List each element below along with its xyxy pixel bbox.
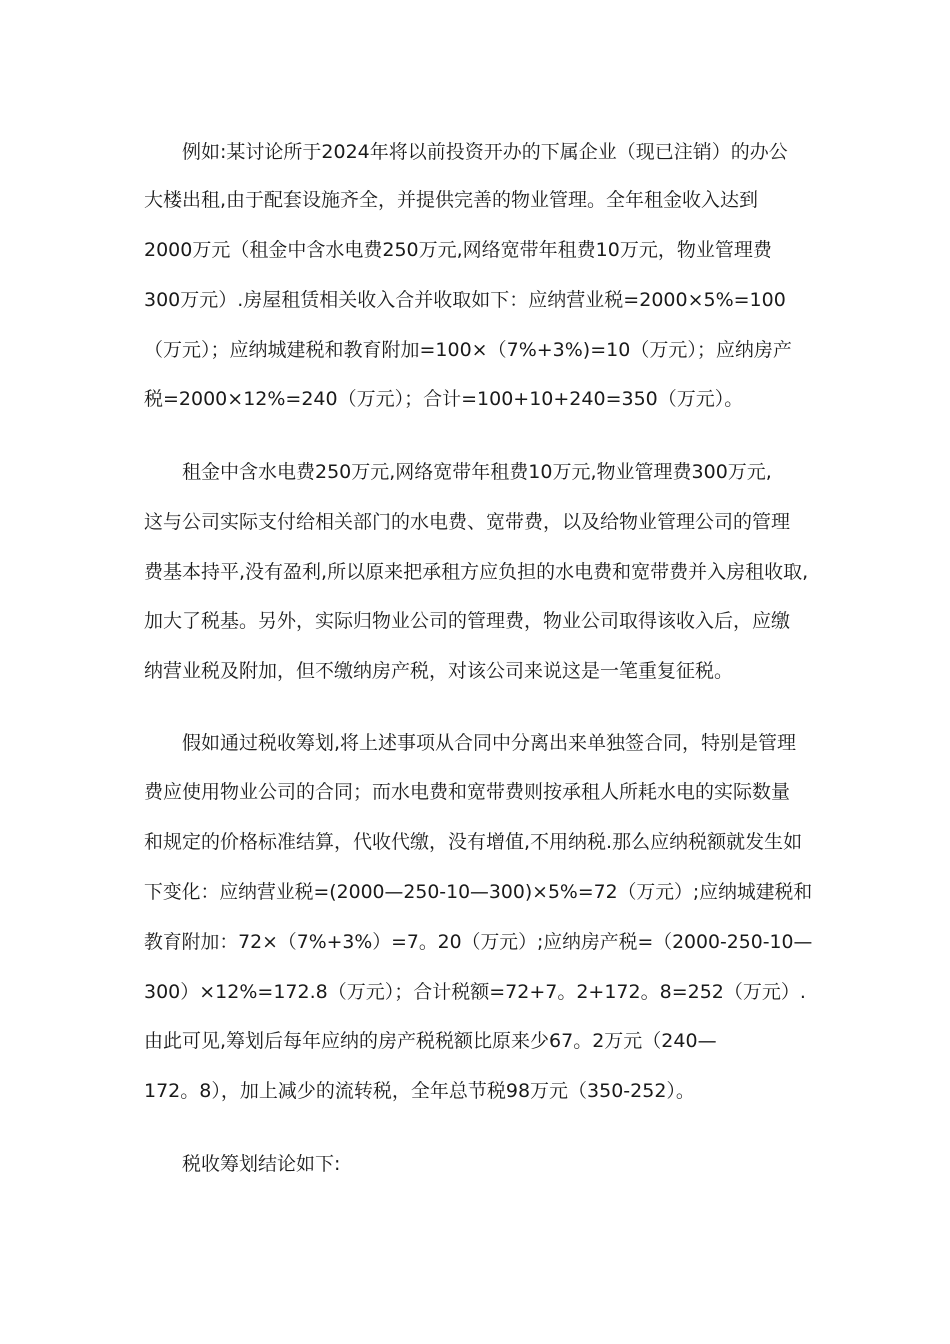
text-line: 税收筹划结论如下:	[182, 1153, 341, 1175]
text-line: 300万元）.房屋租赁相关收入合并收取如下：应纳营业税=2000×5%=100	[144, 289, 786, 311]
text-line: 和规定的价格标准结算，代收代缴，没有增值,不用纳税.那么应纳税额就发生如	[144, 831, 803, 853]
text-line: 300）×12%=172.8（万元）；合计税额=72+7。2+172。8=252（万元）.	[144, 981, 806, 1003]
text-line: 加大了税基。另外，实际归物业公司的管理费，物业公司取得该收入后，应缴	[144, 610, 791, 632]
text-line: 大楼出租,由于配套设施齐全，并提供完善的物业管理。全年租金收入达到	[144, 189, 759, 211]
text-line: （万元）；应纳城建税和教育附加=100×（7%+3%)=10（万元）；应纳房产	[144, 339, 792, 361]
text-line: 2000万元（租金中含水电费250万元,网络宽带年租费10万元，物业管理费	[144, 239, 772, 261]
text-line: 例如:某讨论所于2024年将以前投资开办的下属企业（现已注销）的办公	[182, 141, 788, 163]
text-line: 租金中含水电费250万元,网络宽带年租费10万元,物业管理费300万元,	[182, 461, 772, 483]
text-line: 税=2000×12%=240（万元）；合计=100+10+240=350（万元）。	[144, 388, 744, 410]
text-line: 教育附加：72×（7%+3%）=7。20（万元）;应纳房产税=（2000-250-10—	[144, 931, 813, 953]
text-line: 这与公司实际支付给相关部门的水电费、宽带费，以及给物业管理公司的管理	[144, 511, 791, 533]
text-line: 172。8），加上减少的流转税，全年总节税98万元（350-252）。	[144, 1080, 695, 1102]
text-line: 下变化：应纳营业税=(2000—250-10—300)×5%=72（万元）;应纳城建税和	[144, 881, 813, 903]
text-line: 费基本持平,没有盈利,所以原来把承租方应负担的水电费和宽带费并入房租收取,	[144, 561, 809, 583]
text-line: 假如通过税收筹划,将上述事项从合同中分离出来单独签合同，特别是管理	[182, 732, 797, 754]
text-line: 纳营业税及附加，但不缴纳房产税，对该公司来说这是一笔重复征税。	[144, 660, 734, 682]
text-line: 由此可见,筹划后每年应纳的房产税税额比原来少67。2万元（240—	[144, 1030, 717, 1052]
text-line: 费应使用物业公司的合同；而水电费和宽带费则按承租人所耗水电的实际数量	[144, 781, 791, 803]
